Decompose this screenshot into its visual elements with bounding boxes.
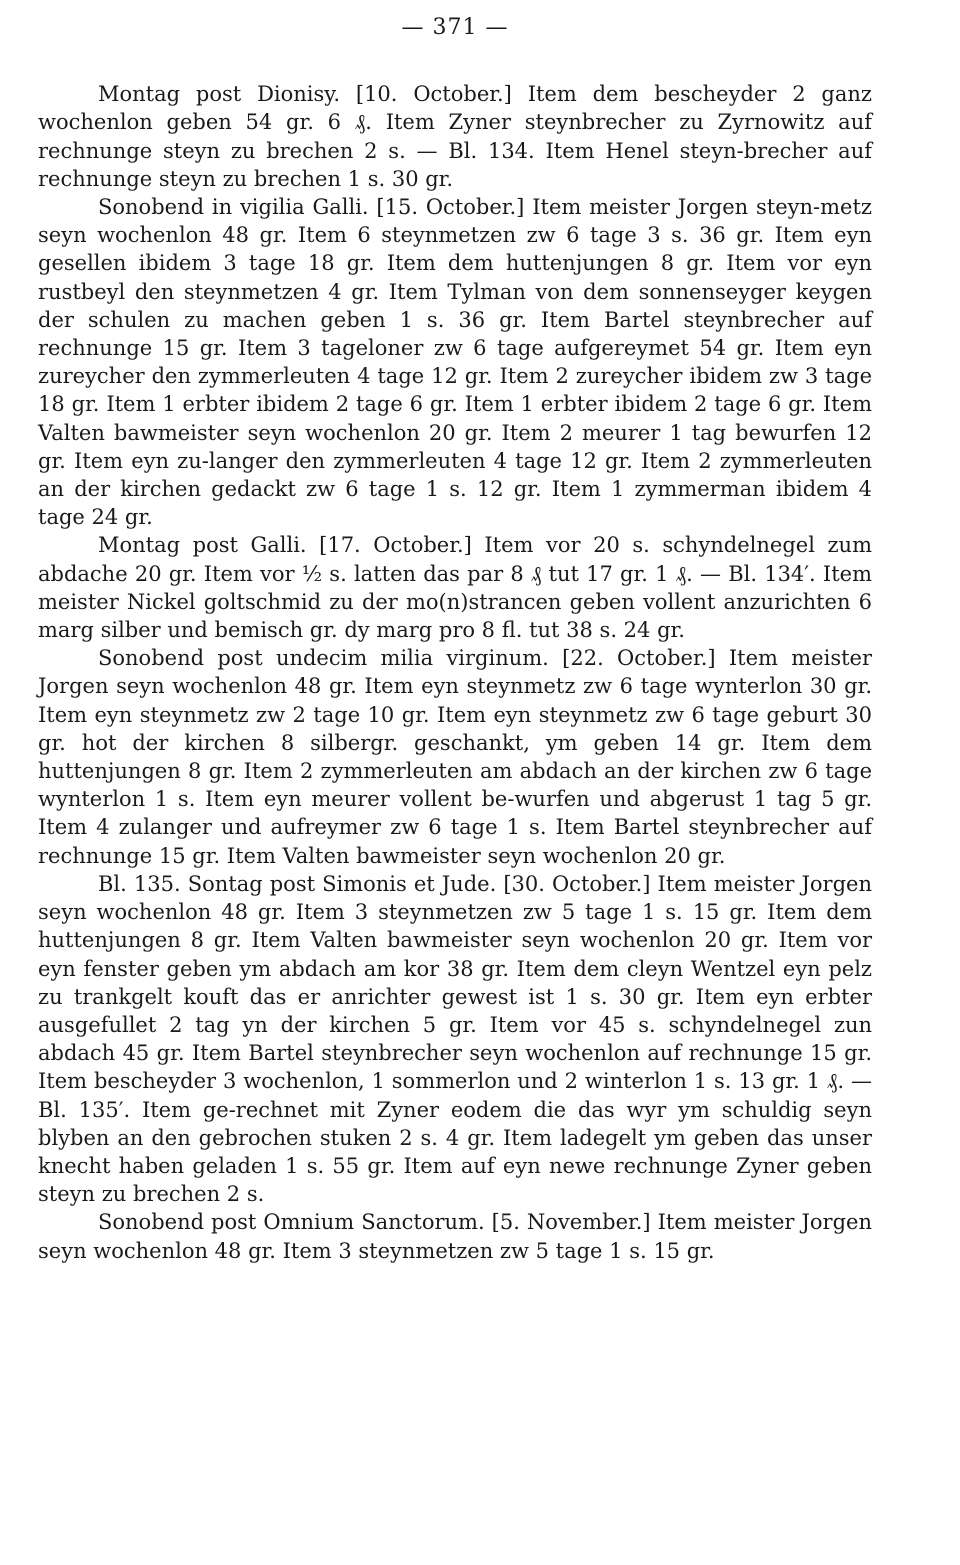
paragraph: Sonobend post Omnium Sanctorum. [5. November.] Item meister Jorgen seyn wochenlon 48 gr. Item 3 steynmetzen zw 5 tage 1 s. 15 gr. <box>38 1210 872 1263</box>
paragraph: Montag post Galli. [17. October.] Item vor 20 s. schyndelnegel zum abdache 20 gr. Item vor ½ s. latten das par 8 ₰ tut 17 gr. 1 ₰. — Bl. 134′. Item meister Nickel goltschmid zu der mo(n)strancen geben vollent anzurichten 6 marg silber und bemisch gr. dy marg pro 8 fl. tut 38 s. 24 gr. <box>38 533 872 643</box>
document-body <box>38 80 872 1265</box>
page-number: — 371 — <box>401 15 509 40</box>
paragraph: Sonobend post undecim milia virginum. [22. October.] Item meister Jorgen seyn wochenlon 48 gr. Item eyn steynmetz zw 6 tage wynterlon 30 gr. Item eyn steynmetz zw 2 tage 10 gr. Item eyn steynmetz zw 6 tage geburt 30 gr. hot der kirchen 8 silbergr. geschankt, ym geben 14 gr. Item dem huttenjungen 8 gr. Item 2 zymmerleuten am abdach an der kirchen zw 6 tage wynterlon 1 s. Item eyn meurer vollent be-wurfen und abgerust 1 tag 5 gr. Item 4 zulanger und aufreymer zw 6 tage 1 s. Item Bartel steynbrecher auf rechnunge 15 gr. Item Valten bawmeister seyn wochenlon 20 gr. <box>38 646 872 868</box>
paragraph: Bl. 135. Sontag post Simonis et Jude. [30. October.] Item meister Jorgen seyn wochenlon 48 gr. Item 3 steynmetzen zw 5 tage 1 s. 15 gr. Item dem huttenjungen 8 gr. Item Valten bawmeister seyn wochenlon 20 gr. Item vor eyn fenster geben ym abdach am kor 38 gr. Item dem cleyn Wentzel eyn pelz zu trankgelt kouft das er anrichter gewest ist 1 s. 30 gr. Item eyn erbter ausgefullet 2 tag yn der kirchen 5 gr. Item vor 45 s. schyndelnegel zun abdach 45 gr. Item Bartel steynbrecher seyn wochenlon auf rechnunge 15 gr. Item bescheyder 3 wochenlon, 1 sommerlon und 2 winterlon 1 s. 13 gr. 1 ₰. — Bl. 135′. Item ge-rechnet mit Zyner eodem die das wyr ym schuldig seyn blyben an den gebrochen stuken 2 s. 4 gr. Item ladegelt ym geben das unser knecht haben geladen 1 s. 55 gr. Item auf eyn newe rechnunge Zyner geben steyn zu brechen 2 s. <box>38 871 872 1207</box>
paragraph: Montag post Dionisy. [10. October.] Item dem bescheyder 2 ganz wochenlon geben 54 gr. 6 ₰. Item Zyner steynbrecher zu Zyrnowitz auf rechnunge steyn zu brechen 2 s. — Bl. 134. Item Henel steyn-brecher auf rechnunge steyn zu brechen 1 s. 30 gr. <box>38 82 872 191</box>
paragraph: Sonobend in vigilia Galli. [15. October.] Item meister Jorgen steyn-metz seyn wochenlon 48 gr. Item 6 steynmetzen zw 6 tage 3 s. 36 gr. Item eyn gesellen ibidem 3 tage 18 gr. Item dem huttenjungen 8 gr. Item vor eyn rustbeyl den steynmetzen 4 gr. Item Tylman von dem sonnenseyger keygen der schulen zu machen geben 1 s. 36 gr. Item Bartel steynbrecher auf rechnunge 15 gr. Item 3 tageloner zw 6 tage aufgereymet 54 gr. Item eyn zureycher den zymmerleuten 4 tage 12 gr. Item 2 zureycher ibidem zw 3 tage 18 gr. Item 1 erbter ibidem 2 tage 6 gr. Item 1 erbter ibidem 2 tage 6 gr. Item Valten bawmeister seyn wochenlon 20 gr. Item 2 meurer 1 tag bewurfen 12 gr. Item eyn zu-langer den zymmerleuten 4 tage 12 gr. Item 2 zymmerleuten an der kirchen gedackt zw 6 tage 1 s. 12 gr. Item 1 zymmerman ibidem 4 tage 24 gr. <box>38 195 872 530</box>
